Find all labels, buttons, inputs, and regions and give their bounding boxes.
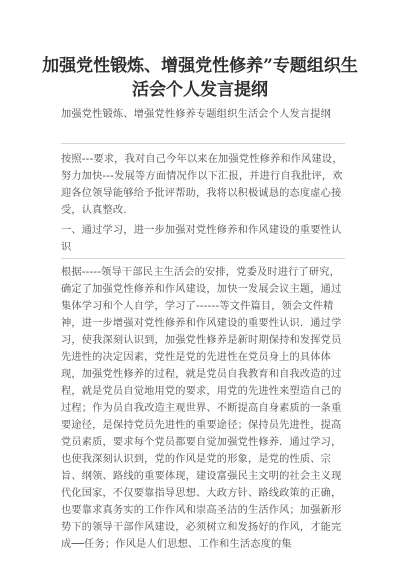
document-title: 加强党性锻炼、增强党性修养”专题组织生活会个人发言提纲 [42,56,358,100]
body-paragraph: 根据-----领导干部民主生活会的安排，党委及时进行了研究，确定了加强党性修养和作风建设，加快一发展会议主题，通过集体学习和个人自学，学习了------等文件篇目，领会文件精神，进一步增强对党性修养和作风建设的重要性认识．通过学习，使我深刻认识到，加强党性修养是新时期保持和发挥党员先进性的决定因素，党性是党的先进性在党员身上的具体体现，加强党性修养的过程，就是党员自我教育和自我改造的过程，就是党员自觉地用党的要求，用党的先进性来塑造自己的过程；作为员自我改造主观世界、不断提高自身素质的一条重要途径，是保持党员先进性的重要途径；保持员先进性，提高党员素质，要求每个党员都要自觉加强党性修养．通过学习，也使我深刻认识到，党的作风是党的形象，是党的性质、宗旨、纲领、路线的重要体现，建设富强民主文明的社会主义现代化国家，不仅要靠指导思想、大政方针、路线政策的正确，也要靠求真务实的工作作风和崇高圣洁的生活作风；加强新形势下的领导干部作风建设，必须树立和发扬好的作风，才能完成──任务；作风是人们思想、工作和生活态度的集 [61,267,342,550]
section-divider [61,258,345,259]
intro-paragraph: 按照---要求，我对自己今年以来在加强党性修养和作风建设，努力加快---发展等方面情况作以下汇报，并进行自我批评，欢迎各位领导能够给予批评帮助，我将以积极诚恳的态度虚心接受，认真整改. [61,154,343,216]
section-divider [61,143,345,144]
section-heading: 一、通过学习，进一步加强对党性修养和作风建设的重要性认识 [61,225,342,253]
document-subtitle: 加强党性锻炼、增强党性修养专题组织生活会个人发言提纲 [61,109,332,120]
